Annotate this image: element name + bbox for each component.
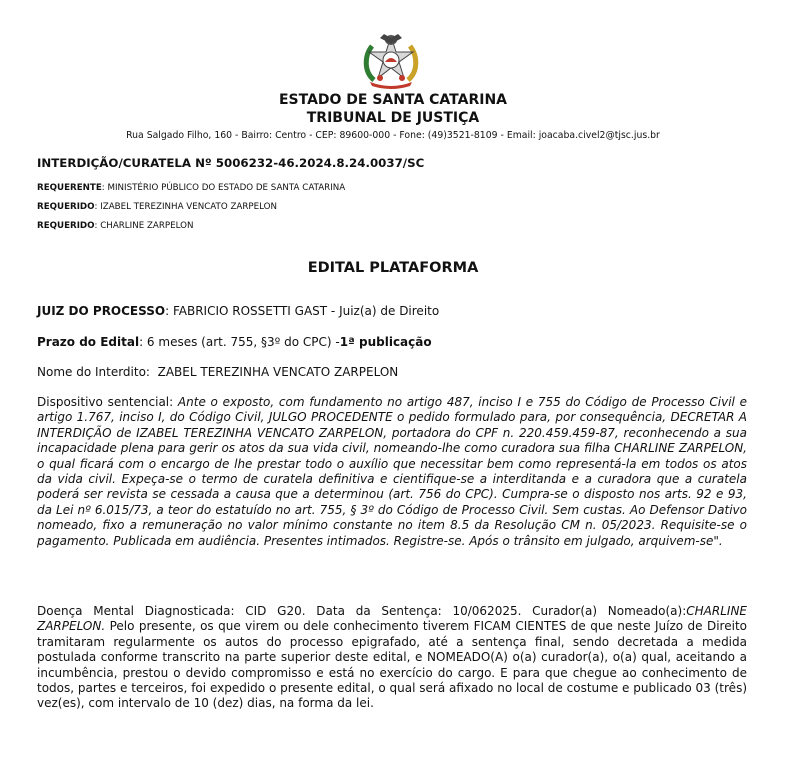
party-name: : IZABEL TEREZINHA VENCATO ZARPELON <box>94 202 277 212</box>
edital-title: EDITAL PLATAFORMA <box>307 260 479 276</box>
judge-value: : FABRICIO ROSSETTI GAST - Juiz(a) de Direito <box>165 304 440 318</box>
party-role: REQUERIDO <box>37 202 95 212</box>
publication-label: 1ª publicação <box>339 335 432 349</box>
court-name: TRIBUNAL DE JUSTIÇA <box>306 110 480 126</box>
judge-label: JUIZ DO PROCESSO <box>37 304 166 318</box>
party-name: : MINISTÉRIO PÚBLICO DO ESTADO DE SANTA CATARINA <box>101 183 346 193</box>
party-requerido-2 <box>37 220 193 232</box>
case-title: INTERDIÇÃO/CURATELA Nº 5006232-46.2024.8.24.0037/SC <box>37 156 425 170</box>
interdito-line <box>37 365 398 380</box>
party-role: REQUERIDO <box>37 221 95 231</box>
party-role: REQUERENTE <box>37 183 102 193</box>
court-address: Rua Salgado Filho, 160 - Bairro: Centro - CEP: 89600-000 - Fone: (49)3521-8109 - Email: joacaba.civel2@tjsc.jus.br <box>126 130 660 141</box>
prazo-value: : 6 meses (art. 755, §3º do CPC) - <box>139 335 340 349</box>
prazo-line <box>37 335 432 350</box>
party-name: : CHARLINE ZARPELON <box>94 221 194 231</box>
party-requerente <box>37 182 345 194</box>
curator-name: CHARLINE ZARPELON. <box>37 604 747 634</box>
judge-line <box>37 304 439 319</box>
dispositivo-paragraph <box>37 395 747 549</box>
state-coat-of-arms-icon <box>360 28 422 92</box>
state-name: ESTADO DE SANTA CATARINA <box>278 92 508 108</box>
final-paragraph <box>37 604 747 712</box>
final-part2: Pelo presente, os que virem ou dele conhecimento tiverem FICAM CIENTES de que neste Juízo de Direito tramitaram regularmente os autos do processo epigrafado, até a sentença final, sendo decretada a medida postulada conforme transcrito na parte superior deste edital, e NOMEADO(A) o(a) curador(a), o(a) qual, aceitando a incumbência, prestou o devido compromisso e está no exercício do cargo. E para que chegue ao conhecimento de todos, partes e terceiros, foi expedido o presente edital, o qual será afixado no local de costume e publicado 03 (três) vez(es), com intervalo de 10 (dez) dias, na forma da lei. <box>37 619 747 711</box>
interdito-label: Nome do Interdito: <box>37 365 150 379</box>
prazo-label: Prazo do Edital <box>37 335 140 349</box>
party-requerido-1 <box>37 201 277 213</box>
final-part1: Doença Mental Diagnosticada: CID G20. Data da Sentença: 10/062025. Curador(a) Nomeado(a): <box>37 604 687 618</box>
dispositivo-label: Dispositivo sentencial: <box>37 395 178 409</box>
dispositivo-text: Ante o exposto, com fundamento no artigo 487, inciso I e 755 do Código de Processo Civil e artigo 1.767, inciso I, do Código Civil, JULGO PROCEDENTE o pedido formulado para, por consequência, DECRETAR A INTERDIÇÃO de IZABEL TEREZINHA VENCATO ZARPELON, portadora do CPF n. 220.459.459-87, reconhecendo a sua incapacidade plena para gerir os atos da sua vida civil, nomeando-lhe como curadora sua filha CHARLINE ZARPELON, o qual ficará com o encargo de lhe prestar todo o auxílio que necessitar bem como representá-la em todos os atos da vida civil. Expeça-se o termo de curatela definitiva e cientifique-se a interditanda e a curadora que a curatela poderá ser revista se cessada a causa que a determinou (art. 756 do CPC). Cumpra-se o disposto nos arts. 92 e 93, da Lei nº 6.015/73, a teor do estatuído no art. 755, § 3º do Código de Processo Civil. Sem custas. Ao Defensor Dativo nomeado, fixo a remuneração no valor mínimo constante no item 8.5 da Resolução CM n. 05/2023. Requisite-se o pagamento. Publicada em audiência. Presentes intimados. Registre-se. Após o trânsito em julgado, arquivem-se". <box>37 395 747 548</box>
interdito-value: ZABEL TEREZINHA VENCATO ZARPELON <box>157 365 399 379</box>
